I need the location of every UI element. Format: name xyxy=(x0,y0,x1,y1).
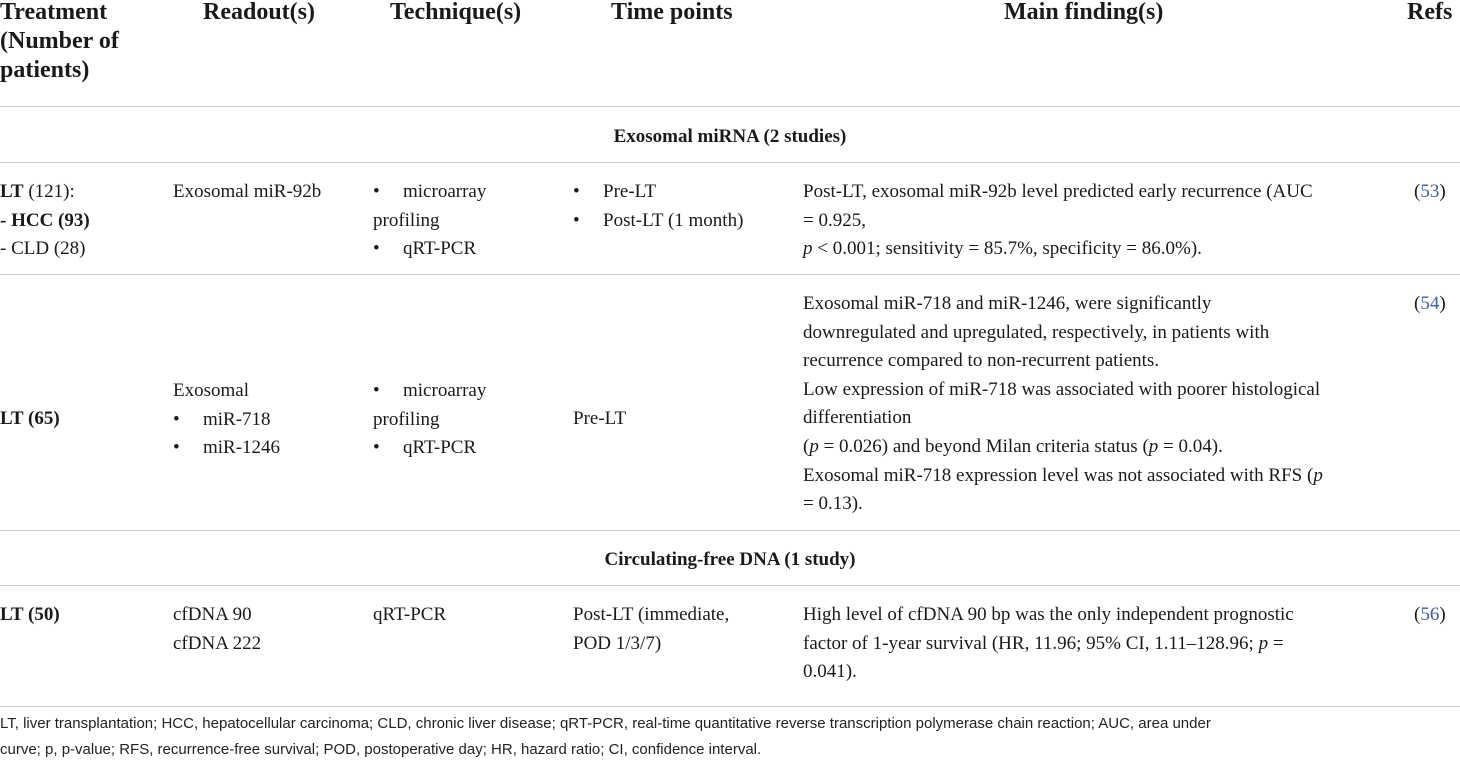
table-footnote: LT, liver transplantation; HCC, hepatocellular carcinoma; CLD, chronic liver disease; qRT-PCR, real-time quantitative reverse transcription polymerase chain reaction; AUC, area under curve; p, p-value; RFS, recurrence-free survival; POD, postoperative day; HR, hazard ratio; CI, confidence interval. xyxy=(0,715,1211,758)
row3-ref: (56) xyxy=(1414,604,1446,625)
row2-treatment: LT (65) xyxy=(0,408,60,429)
row1-readout: Exosomal miR-92b xyxy=(173,181,322,202)
col-header-refs: Refs xyxy=(1407,0,1453,25)
col-header-technique: Technique(s) xyxy=(390,0,522,25)
col-header-treatment: Treatment (Number of patients) xyxy=(0,0,119,83)
row1-treatment: LT (121): - HCC (93) - CLD (28) xyxy=(0,181,90,260)
col-header-timepoints: Time points xyxy=(611,0,733,25)
section-cfdna: Circulating-free DNA (1 study) xyxy=(604,549,856,570)
row2-timepoints: Pre-LT xyxy=(573,408,627,429)
section-exosomal-mirna: Exosomal miRNA (2 studies) xyxy=(613,126,847,147)
ref-link-54[interactable]: 54 xyxy=(1420,293,1440,314)
row1-technique: • microarray profiling • qRT-PCR xyxy=(373,181,487,260)
row1-finding: Post-LT, exosomal miR-92b level predicted early recurrence (AUC = 0.925, p < 0.001; sensitivity = 85.7%, specificity = 86.0%). xyxy=(803,181,1313,260)
row2-finding: Exosomal miR-718 and miR-1246, were significantly downregulated and upregulated, respectively, in patients with recurrence compared to non-recurrent patients. Low expression of miR-718 was associated with poorer histological differentiation (p = 0.026) and beyond Milan criteria status (p = 0.04). Exosomal miR-718 expression level was not associated with RFS (p = 0.13). xyxy=(803,293,1323,515)
rule-section-2 xyxy=(0,585,1460,586)
rule-section-1 xyxy=(0,162,1460,163)
rule-row-1 xyxy=(0,274,1460,275)
row1-timepoints: • Pre-LT • Post-LT (1 month) xyxy=(573,181,744,231)
row2-technique: • microarray profiling • qRT-PCR xyxy=(373,380,487,459)
col-header-readout: Readout(s) xyxy=(203,0,315,25)
row3-technique: qRT-PCR xyxy=(373,604,447,625)
row1-ref: (53) xyxy=(1414,181,1446,202)
rule-table-bottom xyxy=(0,706,1460,707)
row2-ref: (54) xyxy=(1414,293,1446,314)
row3-finding: High level of cfDNA 90 bp was the only independent prognostic factor of 1-year survival (HR, 11.96; 95% CI, 1.11–128.96; p = 0.041). xyxy=(803,604,1294,683)
col-header-finding: Main finding(s) xyxy=(1004,0,1164,25)
row2-readout: Exosomal • miR-718 • miR-1246 xyxy=(173,380,281,459)
rule-row-2 xyxy=(0,530,1460,531)
rule-header xyxy=(0,106,1460,107)
row3-readout: cfDNA 90 cfDNA 222 xyxy=(173,604,262,654)
row3-treatment: LT (50) xyxy=(0,604,60,625)
ref-link-56[interactable]: 56 xyxy=(1420,604,1440,625)
ref-link-53[interactable]: 53 xyxy=(1420,181,1440,202)
row3-timepoints: Post-LT (immediate, POD 1/3/7) xyxy=(573,604,730,654)
